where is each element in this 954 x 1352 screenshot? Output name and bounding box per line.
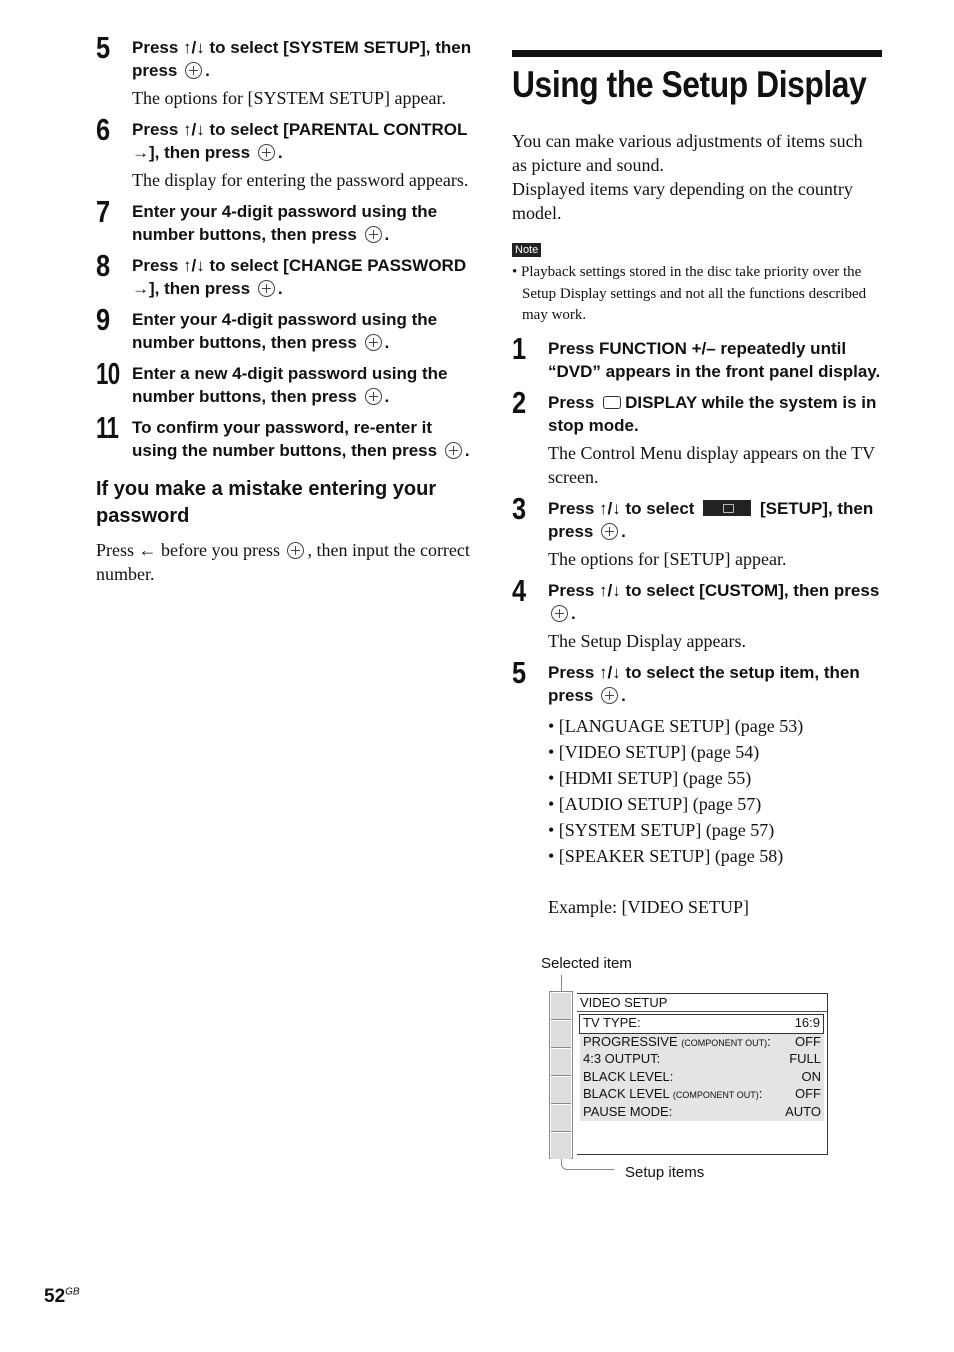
instruction-end: . — [464, 441, 470, 460]
list-item: • [VIDEO SETUP] (page 54) — [548, 741, 760, 762]
step-number: 3 — [512, 490, 526, 526]
step-10-left — [96, 356, 476, 408]
row-value: OFF — [795, 1033, 821, 1049]
sidebar-cell — [551, 1077, 571, 1104]
setup-screen — [577, 993, 828, 1155]
instruction-text: To confirm your password, re-enter it using the number buttons, then press — [132, 418, 438, 460]
step-description: The Control Menu display appears on the TV screen. — [548, 442, 875, 487]
sidebar-cell — [551, 1049, 571, 1076]
instruction-text: Press ↑/↓ to select [CHANGE PASSWORD →], then press — [132, 256, 467, 298]
instruction-text: Press ↑/↓ to select — [548, 498, 695, 518]
setup-toolbox-icon — [703, 500, 751, 516]
enter-button-icon — [601, 523, 618, 540]
step-6-left — [96, 112, 476, 192]
list-item: • [SPEAKER SETUP] (page 58) — [548, 845, 784, 866]
list-item: • [LANGUAGE SETUP] (page 53) — [548, 715, 804, 736]
instruction-text: Press ↑/↓ to select [PARENTAL CONTROL →], then press — [132, 120, 468, 162]
step-number: 1 — [512, 330, 526, 366]
settings-rows — [580, 1014, 824, 1121]
instruction-end: DISPLAY while the system is in stop mode. — [548, 392, 877, 435]
row-value: AUTO — [785, 1103, 821, 1119]
row-label-small: (COMPONENT OUT) — [681, 1037, 768, 1048]
page-title: Using the Setup Display — [512, 64, 867, 105]
enter-button-icon — [551, 605, 568, 622]
settings-row — [580, 1069, 824, 1087]
sidebar-cell — [551, 1021, 571, 1048]
enter-button-icon — [601, 687, 618, 704]
step-number: 6 — [96, 112, 110, 147]
step-instruction — [132, 36, 476, 82]
step-instruction — [548, 661, 882, 707]
enter-button-icon — [258, 144, 275, 161]
setup-items-label: Setup items — [625, 1164, 705, 1181]
step-5-left — [96, 30, 476, 110]
instruction-text: Enter your 4-digit password using the number buttons, then press — [132, 202, 438, 244]
mistake-heading: If you make a mistake entering your password — [96, 478, 437, 527]
row-value: ON — [801, 1068, 821, 1084]
enter-button-icon — [445, 442, 462, 459]
instruction-end: . — [621, 521, 626, 541]
step-number: 8 — [96, 248, 110, 283]
step-instruction — [548, 579, 882, 625]
instruction-end: . — [277, 143, 283, 162]
step-number: 2 — [512, 384, 526, 420]
enter-button-icon — [258, 280, 275, 297]
row-label — [583, 1069, 673, 1087]
page-number-value: 52 — [44, 1286, 66, 1307]
page-number — [44, 1286, 80, 1308]
row-label: BLACK LEVEL (COMPONENT OUT): — [583, 1086, 763, 1101]
instruction-end: . — [571, 603, 576, 623]
title-rule — [512, 50, 882, 57]
enter-button-icon — [287, 542, 304, 559]
step-description: The display for entering the password appears. — [132, 170, 469, 190]
step-instruction: Press FUNCTION +/– repeatedly until “DVD” appears in the front panel display. — [548, 338, 881, 381]
step-7-left — [96, 194, 476, 246]
setup-items-sidebar — [549, 991, 573, 1159]
instruction-text: Press — [548, 392, 595, 412]
row-label — [583, 1104, 672, 1122]
step-number: 11 — [96, 410, 119, 445]
row-label-text: TV TYPE: — [583, 1015, 641, 1030]
setup-item-list — [548, 713, 882, 869]
setup-display-diagram — [541, 955, 841, 1195]
instruction-end: . — [277, 279, 283, 298]
step-instruction — [132, 254, 476, 300]
step-5-right — [512, 654, 882, 919]
step-8-left — [96, 248, 476, 300]
step-2-right — [512, 384, 882, 489]
step-number: 5 — [512, 654, 526, 690]
step-1-right — [512, 330, 882, 383]
step-number: 9 — [96, 302, 110, 337]
page-suffix: GB — [65, 1286, 80, 1298]
instruction-end: . — [384, 387, 390, 406]
sidebar-cell — [551, 1105, 571, 1132]
step-number: 10 — [96, 356, 120, 391]
row-label-small: (COMPONENT OUT) — [672, 1090, 759, 1100]
row-label-text: PROGRESSIVE — [583, 1033, 678, 1049]
enter-button-icon — [365, 226, 382, 243]
enter-button-icon — [365, 334, 382, 351]
selected-item-label: Selected item — [541, 955, 632, 972]
step-number: 7 — [96, 194, 110, 229]
instruction-end: . — [621, 685, 626, 705]
step-instruction — [132, 416, 476, 462]
row-label-text: 4:3 OUTPUT: — [583, 1051, 661, 1066]
instruction-text: Enter a new 4-digit password using the number buttons, then press — [132, 364, 448, 406]
note-text: • Playback settings stored in the disc take priority over the Setup Display settings and not all the functions described may work. — [512, 264, 867, 323]
instruction-mid: [SETUP], then press — [548, 498, 874, 541]
step-number: 5 — [96, 30, 110, 65]
step-instruction — [132, 308, 476, 354]
step-11-left — [96, 410, 476, 462]
step-3-right — [512, 490, 882, 571]
mistake-text — [96, 538, 476, 586]
step-instruction — [132, 200, 476, 246]
instruction-text: Press ↑/↓ to select [SYSTEM SETUP], then press — [132, 38, 472, 80]
row-value: FULL — [789, 1051, 821, 1066]
list-item: • [SYSTEM SETUP] (page 57) — [548, 819, 775, 840]
left-column — [96, 30, 476, 586]
right-column — [512, 50, 882, 927]
step-description: The Setup Display appears. — [548, 630, 746, 651]
row-value: OFF — [795, 1086, 821, 1101]
sidebar-cell — [551, 1133, 571, 1159]
sidebar-cell — [551, 993, 571, 1020]
mistake-text-b: , then input the correct number. — [96, 540, 470, 584]
mistake-text-a: Press ← before you press — [96, 540, 280, 560]
intro-line-1: You can make various adjustments of items such as picture and sound. — [512, 131, 863, 175]
instruction-end: . — [384, 225, 390, 244]
example-caption: Example: [VIDEO SETUP] — [548, 896, 749, 917]
settings-row — [580, 1034, 824, 1052]
settings-row — [580, 1086, 824, 1104]
row-label — [583, 1015, 641, 1033]
screen-header: VIDEO SETUP — [577, 994, 827, 1012]
instruction-text: Press ↑/↓ to select the setup item, then press — [548, 662, 860, 705]
step-instruction — [548, 497, 882, 543]
step-instruction — [132, 362, 476, 408]
row-label-text: BLACK LEVEL: — [583, 1068, 674, 1084]
step-description: The options for [SYSTEM SETUP] appear. — [132, 88, 446, 108]
step-number: 4 — [512, 572, 526, 608]
row-label — [583, 1051, 660, 1069]
list-item: • [AUDIO SETUP] (page 57) — [548, 793, 762, 814]
intro-line-2: Displayed items vary depending on the country model. — [512, 179, 853, 223]
row-label-text: BLACK LEVEL — [583, 1086, 670, 1101]
enter-button-icon — [185, 62, 202, 79]
step-instruction — [132, 118, 476, 164]
step-4-right — [512, 572, 882, 653]
settings-row — [580, 1051, 824, 1069]
settings-row — [580, 1104, 824, 1122]
instruction-end: . — [384, 333, 390, 352]
list-item: • [HDMI SETUP] (page 55) — [548, 767, 752, 788]
settings-row-selected — [579, 1014, 824, 1034]
enter-button-icon — [365, 388, 382, 405]
step-instruction — [548, 391, 882, 437]
instruction-end: . — [205, 61, 210, 80]
intro-paragraph — [512, 129, 882, 225]
row-value: 16:9 — [794, 1015, 820, 1030]
instruction-text: Enter your 4-digit password using the number buttons, then press — [132, 310, 438, 352]
step-9-left — [96, 302, 476, 354]
instruction-text: Press ↑/↓ to select [CUSTOM], then press — [548, 580, 880, 600]
note-badge: Note — [512, 243, 541, 257]
step-description: The options for [SETUP] appear. — [548, 548, 787, 569]
display-button-icon — [603, 396, 621, 409]
row-label: PROGRESSIVE (COMPONENT OUT): — [583, 1033, 771, 1049]
row-label-text: PAUSE MODE: — [583, 1103, 673, 1119]
